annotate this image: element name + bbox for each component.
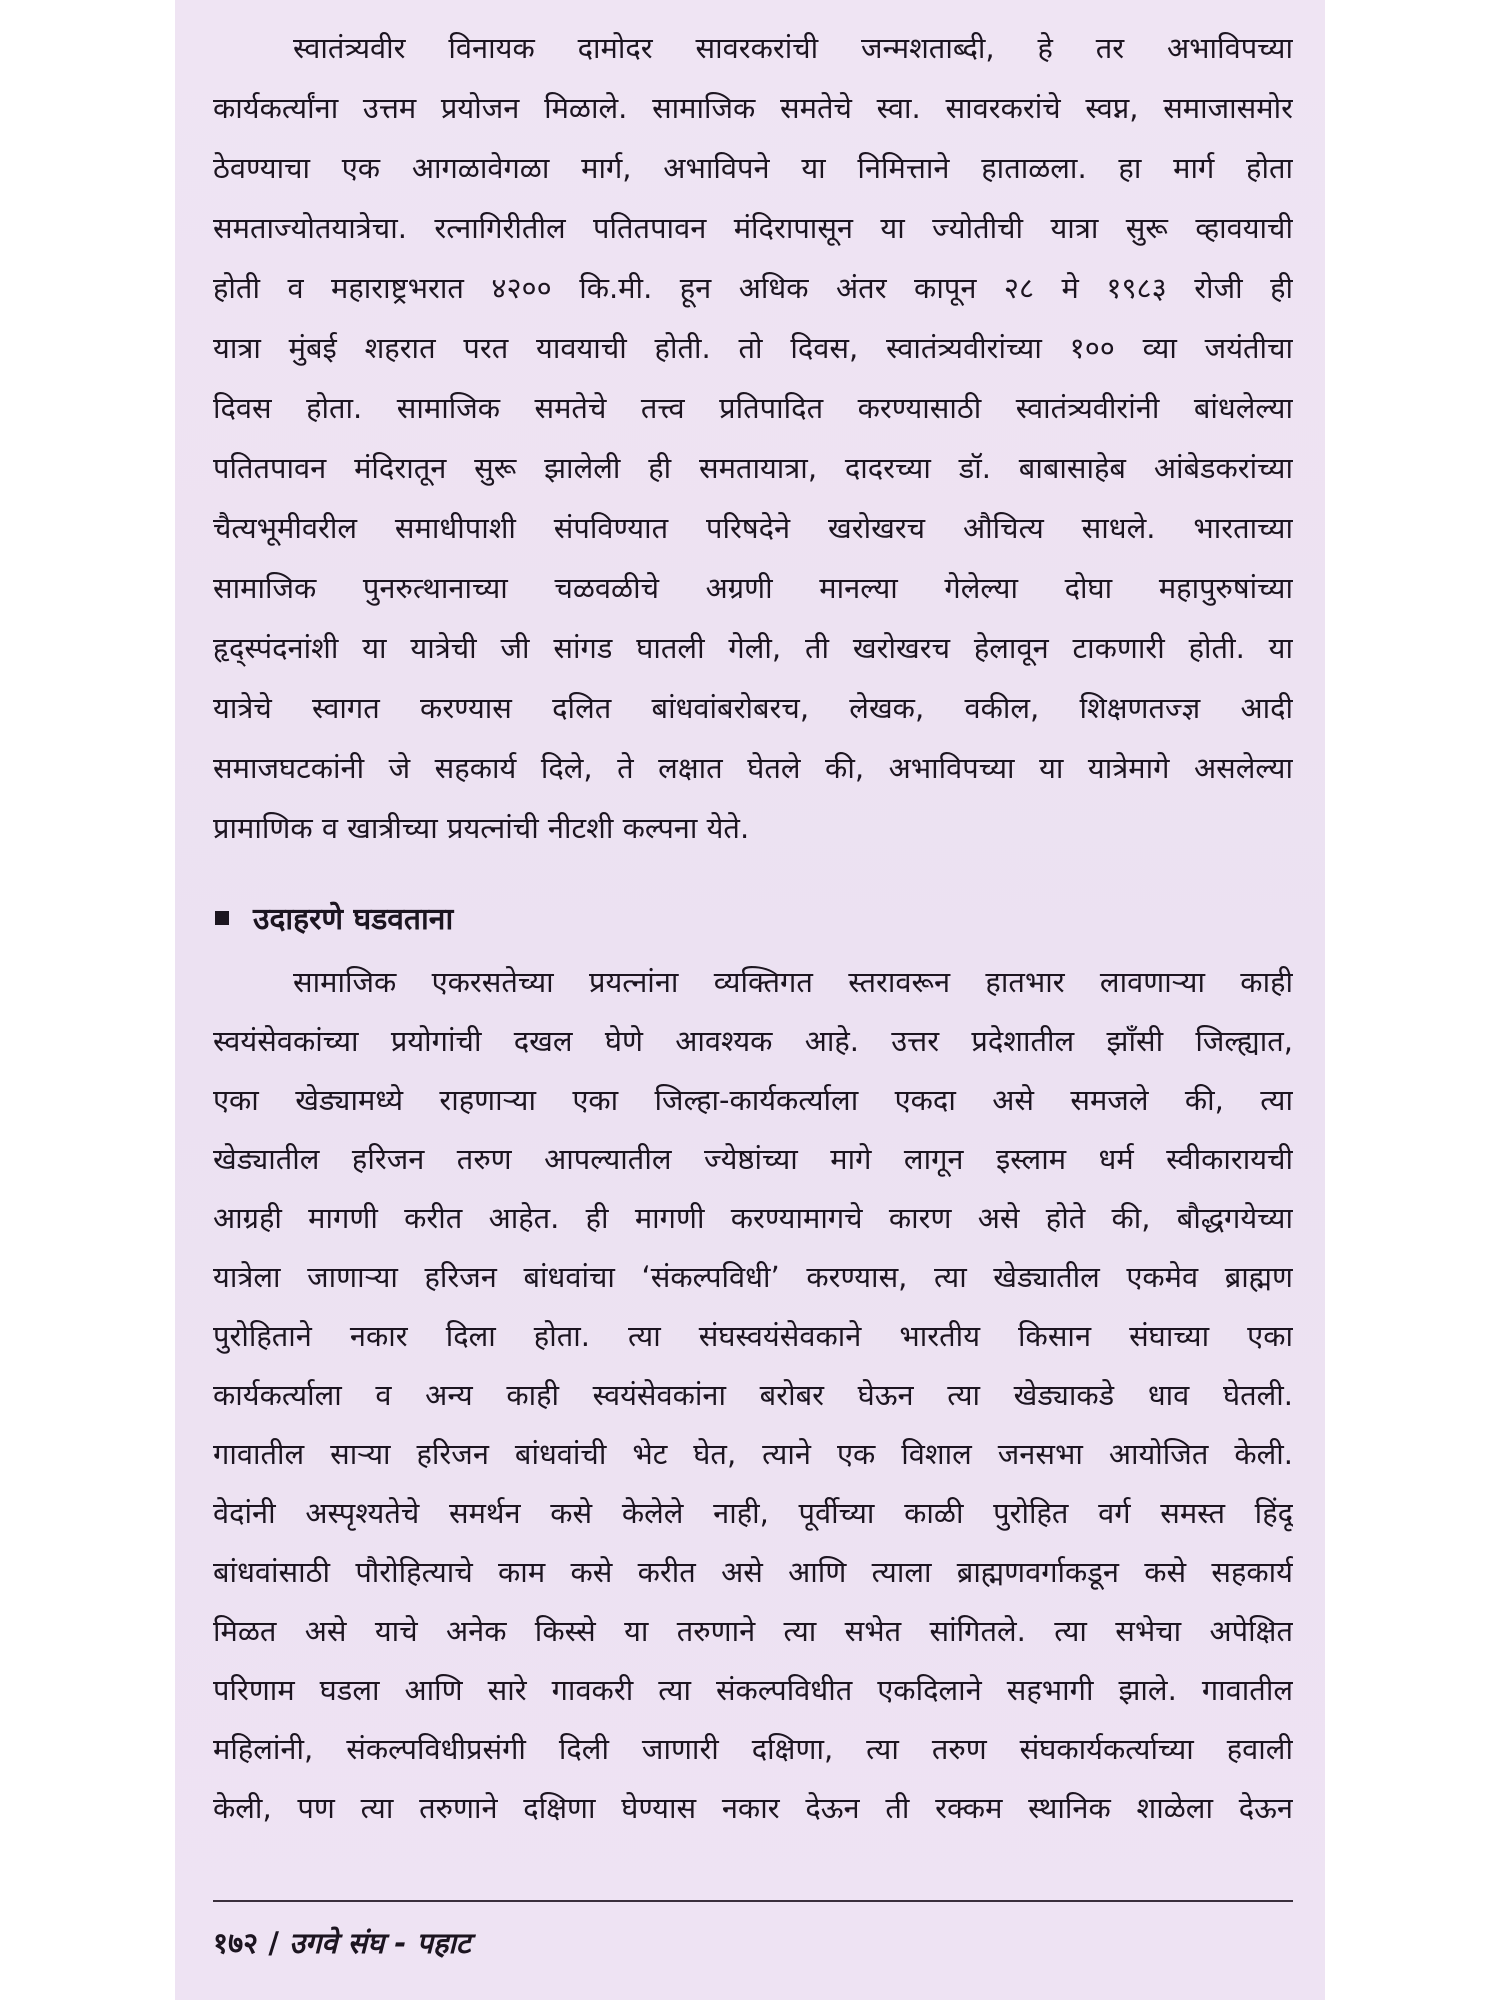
text-line: एका खेड्यामध्ये राहणाऱ्या एका जिल्हा-कार्यकर्त्याला एकदा असे समजले की, त्या [213, 1083, 1293, 1117]
text-line: समताज्योतयात्रेचा. रत्नागिरीतील पतितपावन मंदिरापासून या ज्योतीची यात्रा सुरू व्हावयाची [213, 211, 1293, 245]
book-page [175, 0, 1325, 2000]
text-line: कार्यकर्त्यांना उत्तम प्रयोजन मिळाले. सामाजिक समतेचे स्वा. सावरकरांचे स्वप्न, समाजासमोर [213, 91, 1293, 125]
text-line: यात्रेला जाणाऱ्या हरिजन बांधवांचा ‘संकल्पविधी’ करण्यास, त्या खेड्यातील एकमेव ब्राह्मण [213, 1260, 1293, 1294]
text-line: यात्रेचे स्वागत करण्यास दलित बांधवांबरोबरच, लेखक, वकील, शिक्षणतज्ज्ञ आदी [213, 691, 1293, 725]
text-line: मिळत असे याचे अनेक किस्से या तरुणाने त्या सभेत सांगितले. त्या सभेचा अपेक्षित [213, 1614, 1293, 1648]
text-line: केली, पण त्या तरुणाने दक्षिणा घेण्यास नकार देऊन ती रक्कम स्थानिक शाळेला देऊन [213, 1791, 1293, 1825]
text-line: महिलांनी, संकल्पविधीप्रसंगी दिली जाणारी दक्षिणा, त्या तरुण संघकार्यकर्त्याच्या हवाली [213, 1732, 1293, 1766]
text-line: चैत्यभूमीवरील समाधीपाशी संपविण्यात परिषदेने खरोखरच औचित्य साधले. भारताच्या [213, 511, 1293, 545]
text-line: हृद्स्पंदनांशी या यात्रेची जी सांगड घातली गेली, ती खरोखरच हेलावून टाकणारी होती. या [213, 631, 1293, 665]
page-footer [213, 1918, 470, 1968]
page-number: १७२ [213, 1926, 259, 1960]
text-line: आग्रही मागणी करीत आहेत. ही मागणी करण्यामागचे कारण असे होते की, बौद्धगयेच्या [213, 1201, 1293, 1235]
text-line: गावातील साऱ्या हरिजन बांधवांची भेट घेत, त्याने एक विशाल जनसभा आयोजित केली. [213, 1437, 1293, 1471]
book-title: उगवे संघ - पहाट [289, 1926, 471, 1960]
text-line: होती व महाराष्ट्रभरात ४२०० कि.मी. हून अधिक अंतर कापून २८ मे १९८३ रोजी ही [213, 271, 1293, 305]
footer-divider [213, 1900, 1293, 1902]
text-line: स्वयंसेवकांच्या प्रयोगांची दखल घेणे आवश्यक आहे. उत्तर प्रदेशातील झाँसी जिल्ह्यात, [213, 1024, 1293, 1058]
text-line: कार्यकर्त्याला व अन्य काही स्वयंसेवकांना बरोबर घेऊन त्या खेड्याकडे धाव घेतली. [213, 1378, 1293, 1412]
text-line: समाजघटकांनी जे सहकार्य दिले, ते लक्षात घेतले की, अभाविपच्या या यात्रेमागे असलेल्या [213, 751, 1293, 785]
text-line: सामाजिक पुनरुत्थानाच्या चळवळीचे अग्रणी मानल्या गेलेल्या दोघा महापुरुषांच्या [213, 571, 1293, 605]
text-line: परिणाम घडला आणि सारे गावकरी त्या संकल्पविधीत एकदिलाने सहभागी झाले. गावातील [213, 1673, 1293, 1707]
text-line: बांधवांसाठी पौरोहित्याचे काम कसे करीत असे आणि त्याला ब्राह्मणवर्गाकडून कसे सहकार्य [213, 1555, 1293, 1589]
section-heading [215, 895, 453, 945]
text-line: पतितपावन मंदिरातून सुरू झालेली ही समतायात्रा, दादरच्या डॉ. बाबासाहेब आंबेडकरांच्या [213, 451, 1293, 485]
text-line: प्रामाणिक व खात्रीच्या प्रयत्नांची नीटशी कल्पना येते. [213, 811, 750, 845]
text-line: स्वातंत्र्यवीर विनायक दामोदर सावरकरांची जन्मशताब्दी, हे तर अभाविपच्या [293, 31, 1293, 65]
footer-separator: / [268, 1926, 279, 1960]
text-line: वेदांनी अस्पृश्यतेचे समर्थन कसे केलेले नाही, पूर्वीच्या काळी पुरोहित वर्ग समस्त हिंदू [213, 1496, 1293, 1530]
section-heading-text: उदाहरणे घडवताना [253, 902, 454, 937]
text-line: ठेवण्याचा एक आगळावेगळा मार्ग, अभाविपने या निमित्ताने हाताळला. हा मार्ग होता [213, 151, 1293, 185]
text-line: सामाजिक एकरसतेच्या प्रयत्नांना व्यक्तिगत स्तरावरून हातभार लावणाऱ्या काही [293, 965, 1293, 999]
text-line: पुरोहिताने नकार दिला होता. त्या संघस्वयंसेवकाने भारतीय किसान संघाच्या एका [213, 1319, 1293, 1353]
text-line: यात्रा मुंबई शहरात परत यावयाची होती. तो दिवस, स्वातंत्र्यवीरांच्या १०० व्या जयंतीचा [213, 331, 1293, 365]
square-bullet-icon [215, 911, 229, 925]
text-line: दिवस होता. सामाजिक समतेचे तत्त्व प्रतिपादित करण्यासाठी स्वातंत्र्यवीरांनी बांधलेल्या [213, 391, 1293, 425]
text-line: खेड्यातील हरिजन तरुण आपल्यातील ज्येष्ठांच्या मागे लागून इस्लाम धर्म स्वीकारायची [213, 1142, 1293, 1176]
